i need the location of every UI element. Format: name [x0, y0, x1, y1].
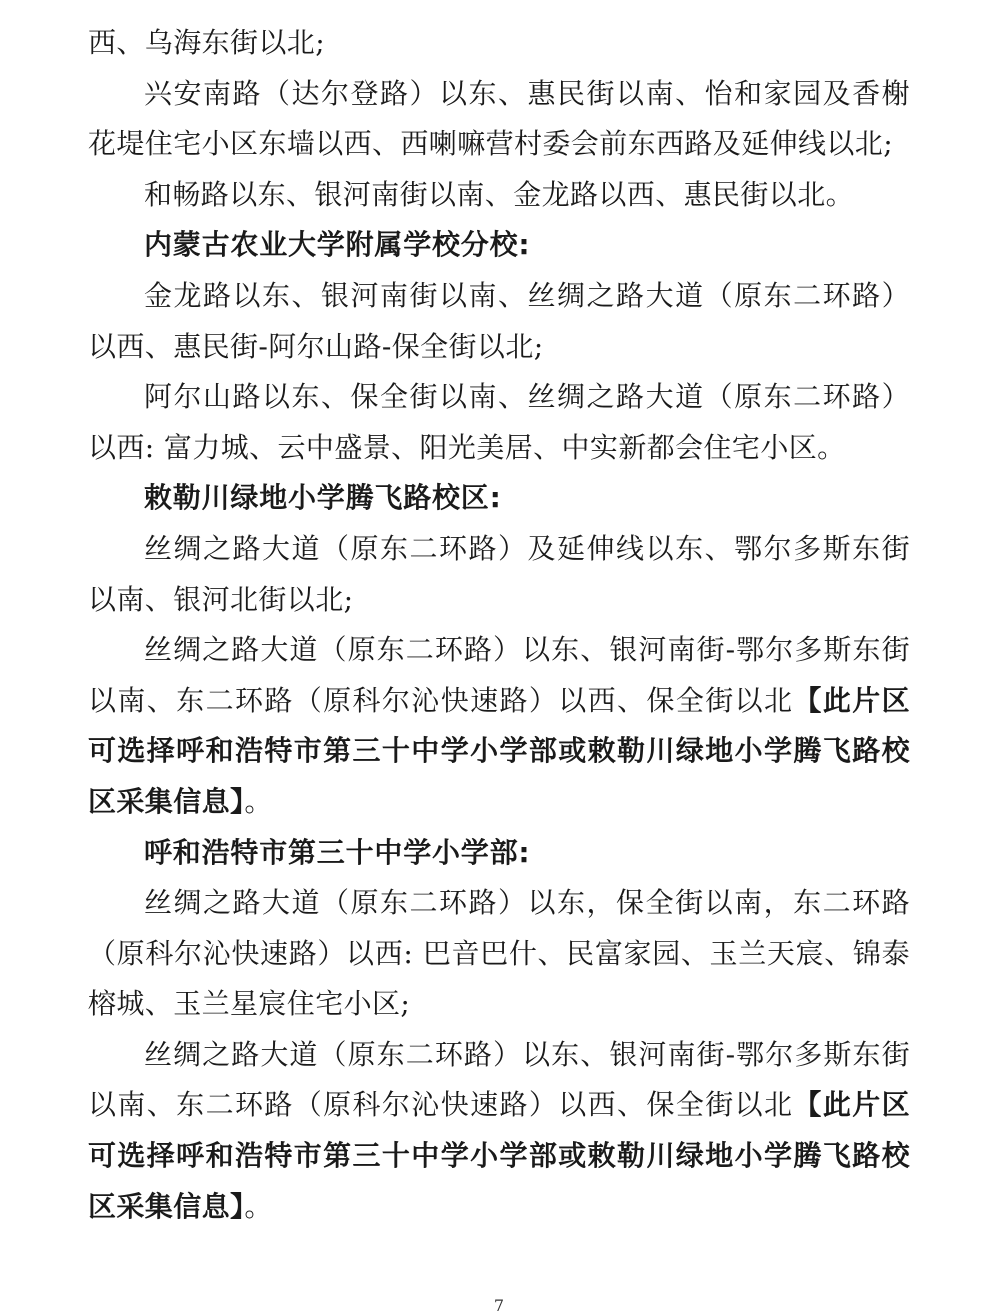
section-heading-school: 内蒙古农业大学附属学校分校: — [144, 228, 531, 262]
bold-note: 【此片区可选择呼和浩特市第三十中学小学部或敕勒川绿地小学腾飞路校区采集信息】 — [88, 683, 910, 818]
paragraph-district: 丝绸之路大道（原东二环路）及延伸线以东、鄂尔多斯东街以南、银河北街以北; — [88, 531, 910, 616]
bold-note: 【此片区可选择呼和浩特市第三十中学小学部或敕勒川绿地小学腾飞路校区采集信息】 — [88, 1088, 910, 1223]
paragraph-district-with-note — [88, 1030, 910, 1232]
paragraph-district: 阿尔山路以东、保全街以南、丝绸之路大道（原东二环路）以西: 富力城、云中盛景、阳光美居、中实新都会住宅小区。 — [88, 380, 910, 464]
paragraph-text: 丝绸之路大道（原东二环路）以东、银河南街-鄂尔多斯东街以南、东二环路（原科尔沁快速路）以西、保全街以北 — [88, 1037, 910, 1122]
paragraph-district: 金龙路以东、银河南街以南、丝绸之路大道（原东二环路）以西、惠民街-阿尔山路-保全街以北; — [88, 278, 910, 363]
page-number: 7 — [493, 1296, 505, 1315]
paragraph-continuation: 西、乌海东街以北; — [88, 26, 326, 59]
section-heading-school: 呼和浩特市第三十中学小学部: — [144, 835, 531, 869]
paragraph-district: 丝绸之路大道（原东二环路）以东，保全街以南，东二环路（原科尔沁快速路）以西: 巴音巴什、民富家园、玉兰天宸、锦泰榕城、玉兰星宸住宅小区; — [88, 886, 910, 1021]
document-body — [88, 18, 910, 1232]
paragraph-district: 和畅路以东、银河南街以南、金龙路以西、惠民街以北。 — [144, 177, 855, 211]
paragraph-end-punctuation: 。 — [244, 1189, 273, 1223]
paragraph-text: 丝绸之路大道（原东二环路）以东、银河南街-鄂尔多斯东街以南、东二环路（原科尔沁快速路）以西、保全街以北 — [88, 633, 910, 717]
paragraph-end-punctuation: 。 — [244, 784, 273, 818]
paragraph-district-with-note — [88, 625, 910, 827]
section-heading-school: 敕勒川绿地小学腾飞路校区: — [144, 481, 502, 515]
paragraph-district: 兴安南路（达尔登路）以东、惠民街以南、怡和家园及香榭花堤住宅小区东墙以西、西喇嘛营村委会前东西路及延伸线以北; — [88, 76, 910, 161]
